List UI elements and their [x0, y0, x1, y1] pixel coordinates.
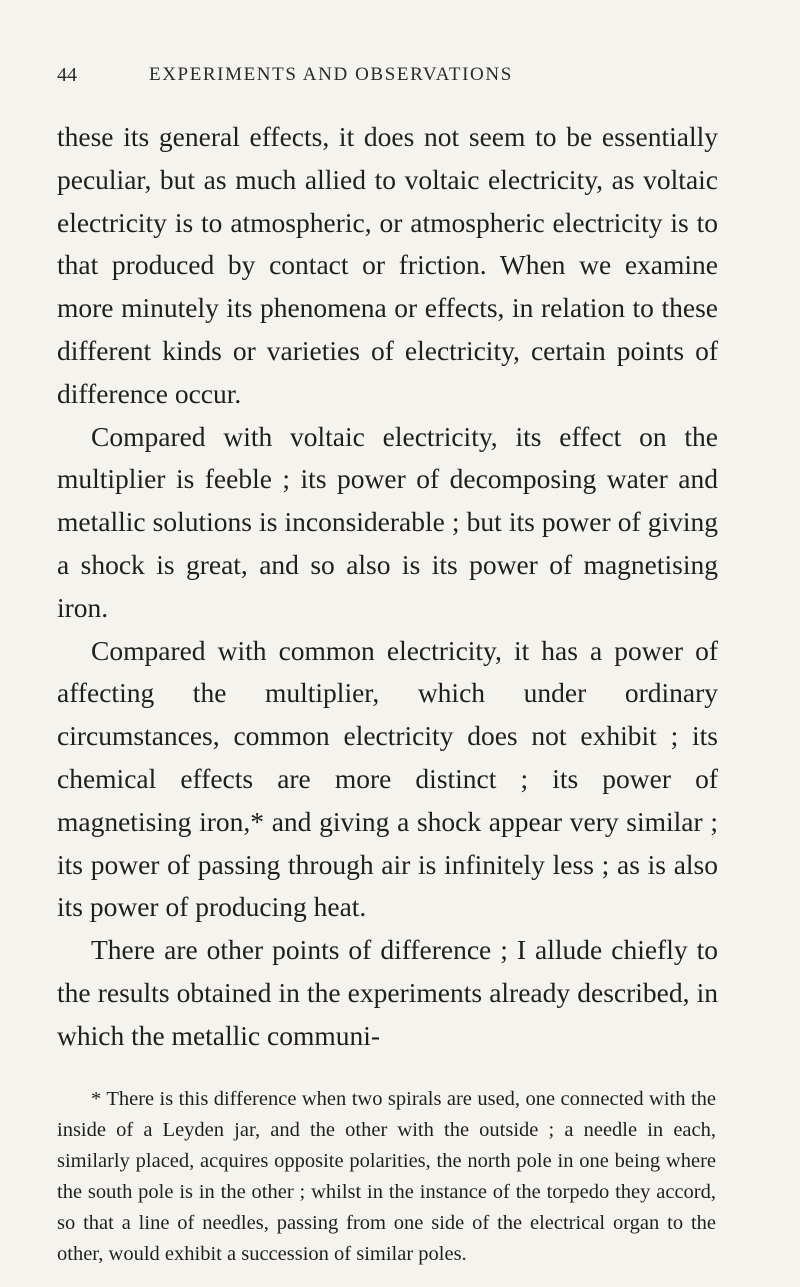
page-header: [57, 64, 718, 94]
running-head: EXPERIMENTS AND OBSERVATIONS: [149, 64, 513, 85]
footnote: [57, 1084, 718, 1270]
paragraph: There are other points of difference ; I allude chiefly to the results obtained in the experiments already described, in which the metallic communi-: [57, 934, 718, 1051]
page-number: 44: [57, 64, 77, 86]
paragraph: Compared with common electricity, it has a power of affecting the multiplier, which under ordinary circumstances, common electricity does not exhibit ; its chemical effects are more distinct ; its power of magnetising iron,* and giving a shock appear very similar ; its power of passing through air is infinitely less ; as is also its power of producing heat.: [57, 634, 718, 923]
body-text: [57, 116, 718, 1058]
paragraph: these its general effects, it does not seem to be essentially peculiar, but as much allied to voltaic electricity, as voltaic electricity is to atmospheric, or atmospheric electricity is to that produced by contact or friction. When we examine more minutely its phenomena or effects, in relation to these different kinds or varieties of electricity, certain points of difference occur.: [57, 121, 718, 409]
footnote-text: * There is this difference when two spirals are used, one connected with the inside of a Leyden jar, and the other with the outside ; a needle in each, similarly placed, acquires opposite polarities, the north pole in one being where the south pole is in the other ; whilst in the instance of the torpedo they accord, so that a line of needles, passing from one side of the electrical organ to the other, would exhibit a succession of similar poles.: [57, 1087, 716, 1265]
paragraph: Compared with voltaic electricity, its effect on the multiplier is feeble ; its power of decomposing water and metallic solutions is inconsiderable ; but its power of giving a shock is great, and so also is its power of magnetising iron.: [57, 420, 718, 623]
